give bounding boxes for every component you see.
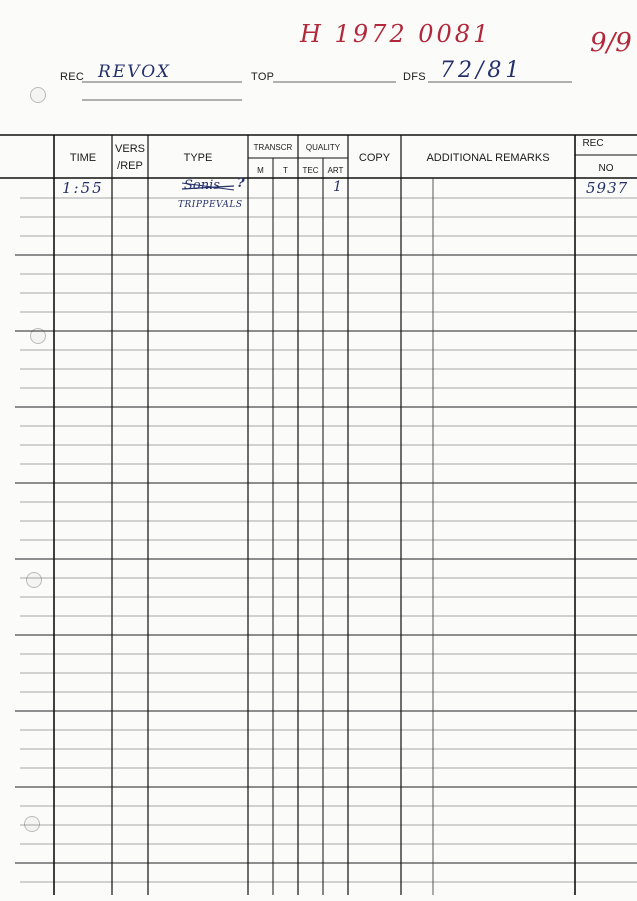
col-quality-tec: TEC <box>302 166 319 175</box>
col-no: NO <box>598 163 614 174</box>
rec-value: REVOX <box>98 62 171 82</box>
entry-time: 1:55 <box>62 179 104 197</box>
col-vers: VERS <box>115 143 145 155</box>
dfs-label: DFS <box>403 71 426 83</box>
rec-label: REC <box>60 71 85 83</box>
top-label: TOP <box>251 71 275 83</box>
page-number: 9/9 <box>590 28 632 58</box>
col-quality-art: ART <box>327 166 344 175</box>
col-rep: /REP <box>117 160 143 172</box>
entry-rec-no: 5937 <box>586 179 629 197</box>
col-type: TYPE <box>183 152 213 164</box>
entry-type-crossed: Sonis <box>184 178 220 193</box>
entry-type-note: TRIPPEVALS <box>178 200 243 210</box>
col-rec: REC <box>582 138 604 149</box>
col-transcr-t: T <box>283 166 288 175</box>
archive-number: H 1972 0081 <box>300 20 492 48</box>
col-quality: QUALITY <box>305 143 341 152</box>
col-transcr-m: M <box>257 166 264 175</box>
entry-type-question: ? <box>237 176 245 191</box>
entry-quality-art: 1 <box>333 179 342 195</box>
col-time: TIME <box>69 152 97 164</box>
dfs-value: 72/81 <box>440 58 524 83</box>
col-additional-remarks: ADDITIONAL REMARKS <box>426 152 550 164</box>
col-copy: COPY <box>358 152 391 164</box>
col-transcr: TRANSCR <box>253 143 293 152</box>
